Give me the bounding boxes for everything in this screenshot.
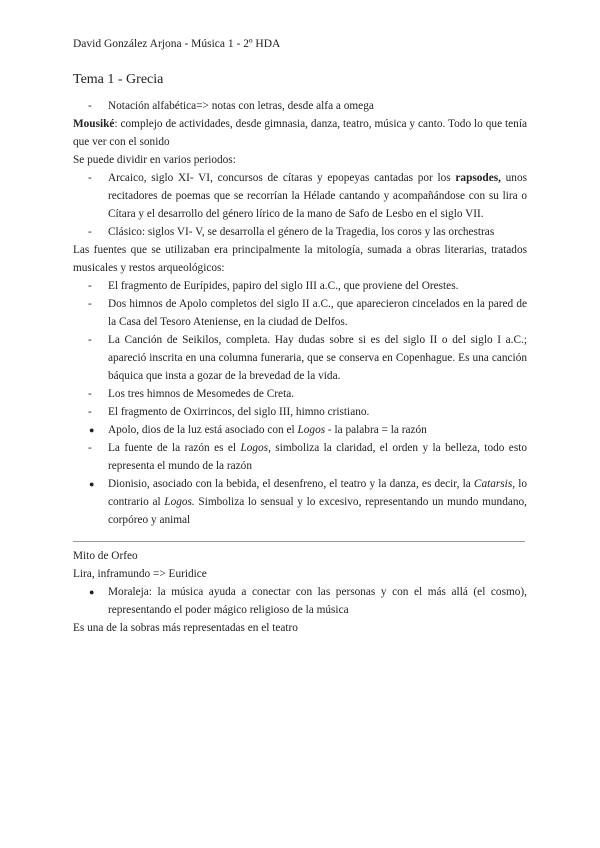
- list-item-apolo: ● Apolo, dios de la luz está asociado con el Logos - la palabra = la razón: [73, 421, 527, 439]
- rapsodes-term: rapsodes,: [455, 172, 501, 184]
- catarsis-term: Catarsis: [473, 478, 513, 490]
- orfeo-subtitle: Lira, inframundo => Euridice: [73, 568, 207, 580]
- orfeo-title: Mito de Orfeo: [73, 550, 138, 562]
- bullet-marker: ●: [89, 587, 95, 597]
- dash-marker: -: [88, 226, 92, 238]
- dash-marker: -: [88, 406, 92, 418]
- list-item-source: - El fragmento de Eurípides, papiro del siglo III a.C., que proviene del Orestes.: [73, 277, 527, 295]
- list-item-source: - El fragmento de Oxirrincos, del siglo III, himno cristiano.: [73, 403, 527, 421]
- dash-marker: -: [88, 298, 92, 310]
- document-header: David González Arjona - Música 1 - 2º HDA: [73, 38, 281, 50]
- logos-term: Logos: [240, 442, 269, 454]
- list-item-razon: - La fuente de la razón es el Logos, simboliza la claridad, el orden y la belleza, todo esto representa el mundo de la razón: [73, 439, 527, 475]
- orfeo-closing: Es una de la sobras más representadas en el teatro: [73, 622, 298, 634]
- dash-marker: -: [88, 334, 92, 346]
- logos-term: Logos.: [164, 496, 195, 508]
- list-item-moraleja: ● Moraleja: la música ayuda a conectar con las personas y con el más allá (el cosmo), representando el poder mágico religioso de la música: [73, 583, 527, 619]
- logos-term: Logos: [297, 424, 326, 436]
- periods-intro: Se puede dividir en varios periodos:: [73, 154, 236, 166]
- list-item-clasico: - Clásico: siglos VI- V, se desarrolla el género de la Tragedia, los coros y las orchestras: [73, 223, 527, 241]
- document-body: [73, 97, 527, 637]
- dash-marker: -: [88, 388, 92, 400]
- mousike-term: Mousiké: [73, 118, 115, 130]
- list-item-arcaico: - Arcaico, siglo XI- VI, concursos de cítaras y epopeyas cantadas por los rapsodes, unos recitadores de poemas que se recorrían la Hélade cantando y acompañándose con su lira o Cítara y el desarrollo del género lírico de la mano de Safo de Lesbo en el siglo VII.: [73, 169, 527, 223]
- dash-marker: -: [88, 100, 92, 112]
- dash-marker: -: [88, 442, 92, 454]
- list-item-source: - Los tres himnos de Mesomedes de Creta.: [73, 385, 527, 403]
- mousike-paragraph: Mousiké: complejo de actividades, desde gimnasia, danza, teatro, música y canto. Todo lo que tenía que ver con el sonido: [73, 118, 527, 148]
- list-item-notation: - Notación alfabética=> notas con letras, desde alfa a omega: [73, 97, 527, 115]
- bullet-marker: ●: [89, 479, 95, 489]
- dash-marker: -: [88, 280, 92, 292]
- list-item-dionisio: ● Dionisio, asociado con la bebida, el desenfreno, el teatro y la danza, es decir, la Catarsis, lo contrario al Logos. Simboliza lo sensual y lo excesivo, representando un mundo mundano, corpóreo y animal: [73, 475, 527, 529]
- sources-intro: Las fuentes que se utilizaban era principalmente la mitología, sumada a obras literarias, tratados musicales y restos arqueológicos:: [73, 244, 527, 274]
- horizontal-divider: [73, 541, 525, 542]
- bullet-marker: ●: [89, 425, 95, 435]
- list-item-source: - Dos himnos de Apolo completos del siglo II a.C., que aparecieron cincelados en la pared de la Casa del Tesoro Ateniense, en la ciudad de Delfos.: [73, 295, 527, 331]
- section-title: Tema 1 - Grecia: [73, 72, 164, 87]
- dash-marker: -: [88, 172, 92, 184]
- list-item-source: - La Canción de Seikilos, completa. Hay dudas sobre si es del siglo II o del siglo I a.C.; apareció inscrita en una columna funeraria, que se conserva en Copenhague. Es una canción báquica que insta a gozar de la brevedad de la vida.: [73, 331, 527, 385]
